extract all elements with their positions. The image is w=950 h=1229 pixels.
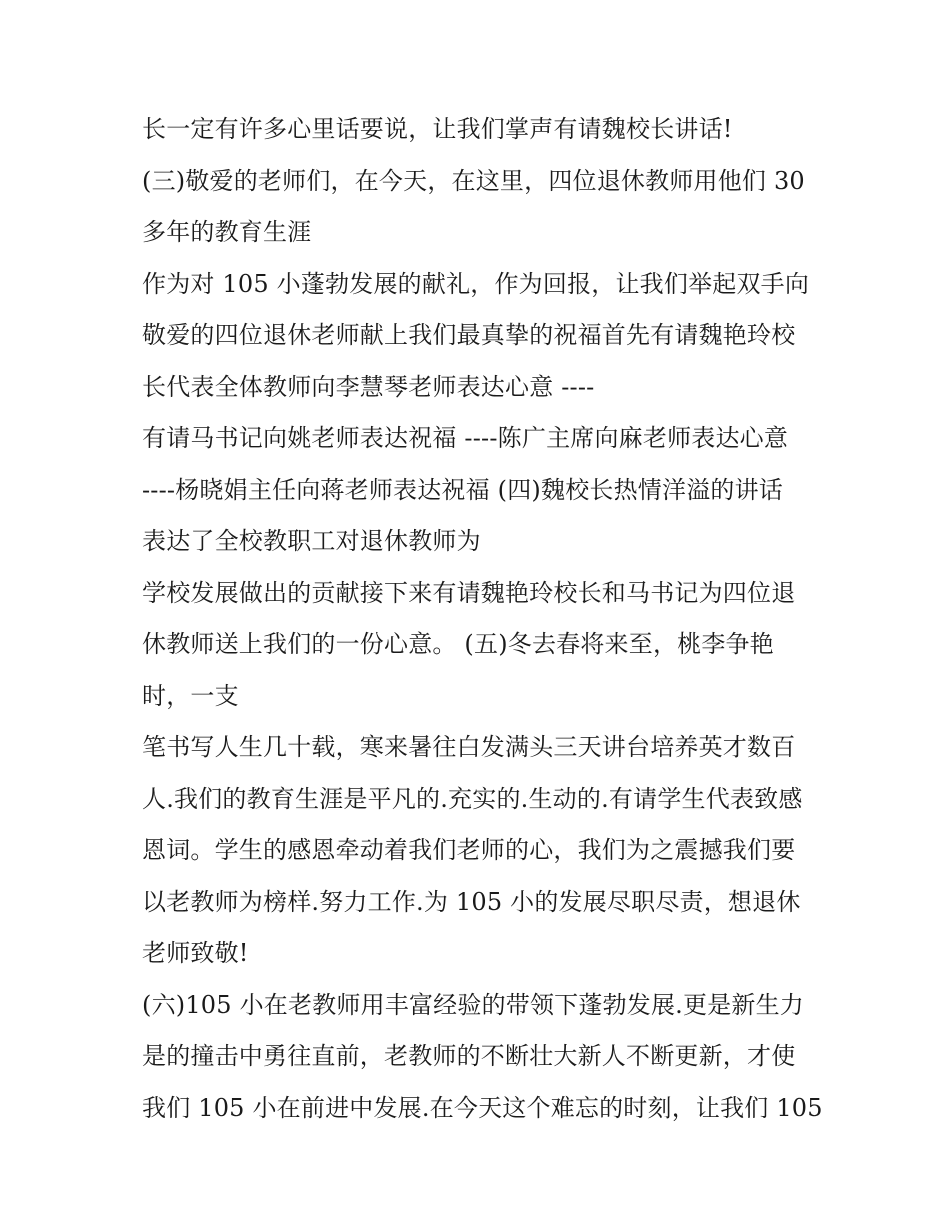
text-line: 是的撞击中勇往直前，老教师的不断壮大新人不断更新，才使: [142, 1042, 796, 1070]
text-line: 表达了全校教职工对退休教师为: [142, 527, 481, 555]
text-line: 长代表全体教师向李慧琴老师表达心意 ----: [142, 372, 595, 401]
text-line: 有请马书记向姚老师表达祝福 ----陈广主席向麻老师表达心意: [142, 424, 789, 452]
text-line: (六)105 小在老教师用丰富经验的带领下蓬勃发展.更是新生力: [142, 990, 804, 1019]
text-line: (三)敬爱的老师们，在今天，在这里，四位退休教师用他们 30: [142, 166, 805, 195]
text-line: 长一定有许多心里话要说，让我们掌声有请魏校长讲话!: [142, 115, 733, 143]
text-line: 休教师送上我们的一份心意。 (五)冬去春将来至，桃李争艳: [142, 630, 774, 658]
document-body-text: [142, 108, 842, 1138]
text-line: 以老教师为榜样.努力工作.为 105 小的发展尽职尽责，想退休: [142, 887, 801, 916]
text-line: 恩词。学生的感恩牵动着我们老师的心，我们为之震撼我们要: [142, 836, 796, 864]
text-line: 作为对 105 小蓬勃发展的献礼，作为回报，让我们举起双手向: [142, 269, 810, 298]
text-line: 我们 105 小在前进中发展.在今天这个难忘的时刻，让我们 105: [142, 1093, 823, 1122]
text-line: 笔书写人生几十载，寒来暑往白发满头三天讲台培养英才数百: [142, 733, 796, 761]
text-line: 敬爱的四位退休老师献上我们最真挚的祝福首先有请魏艳玲校: [142, 321, 796, 349]
text-line: 学校发展做出的贡献接下来有请魏艳玲校长和马书记为四位退: [142, 578, 796, 607]
text-line: 时，一支: [142, 681, 239, 710]
text-line: 老师致敬!: [142, 939, 249, 967]
text-line: 多年的教育生涯: [142, 218, 312, 246]
text-line: 人.我们的教育生涯是平凡的.充实的.生动的.有请学生代表致感: [142, 784, 803, 813]
text-line: ----杨晓娟主任向蒋老师表达祝福 (四)魏校长热情洋溢的讲话: [142, 475, 783, 504]
